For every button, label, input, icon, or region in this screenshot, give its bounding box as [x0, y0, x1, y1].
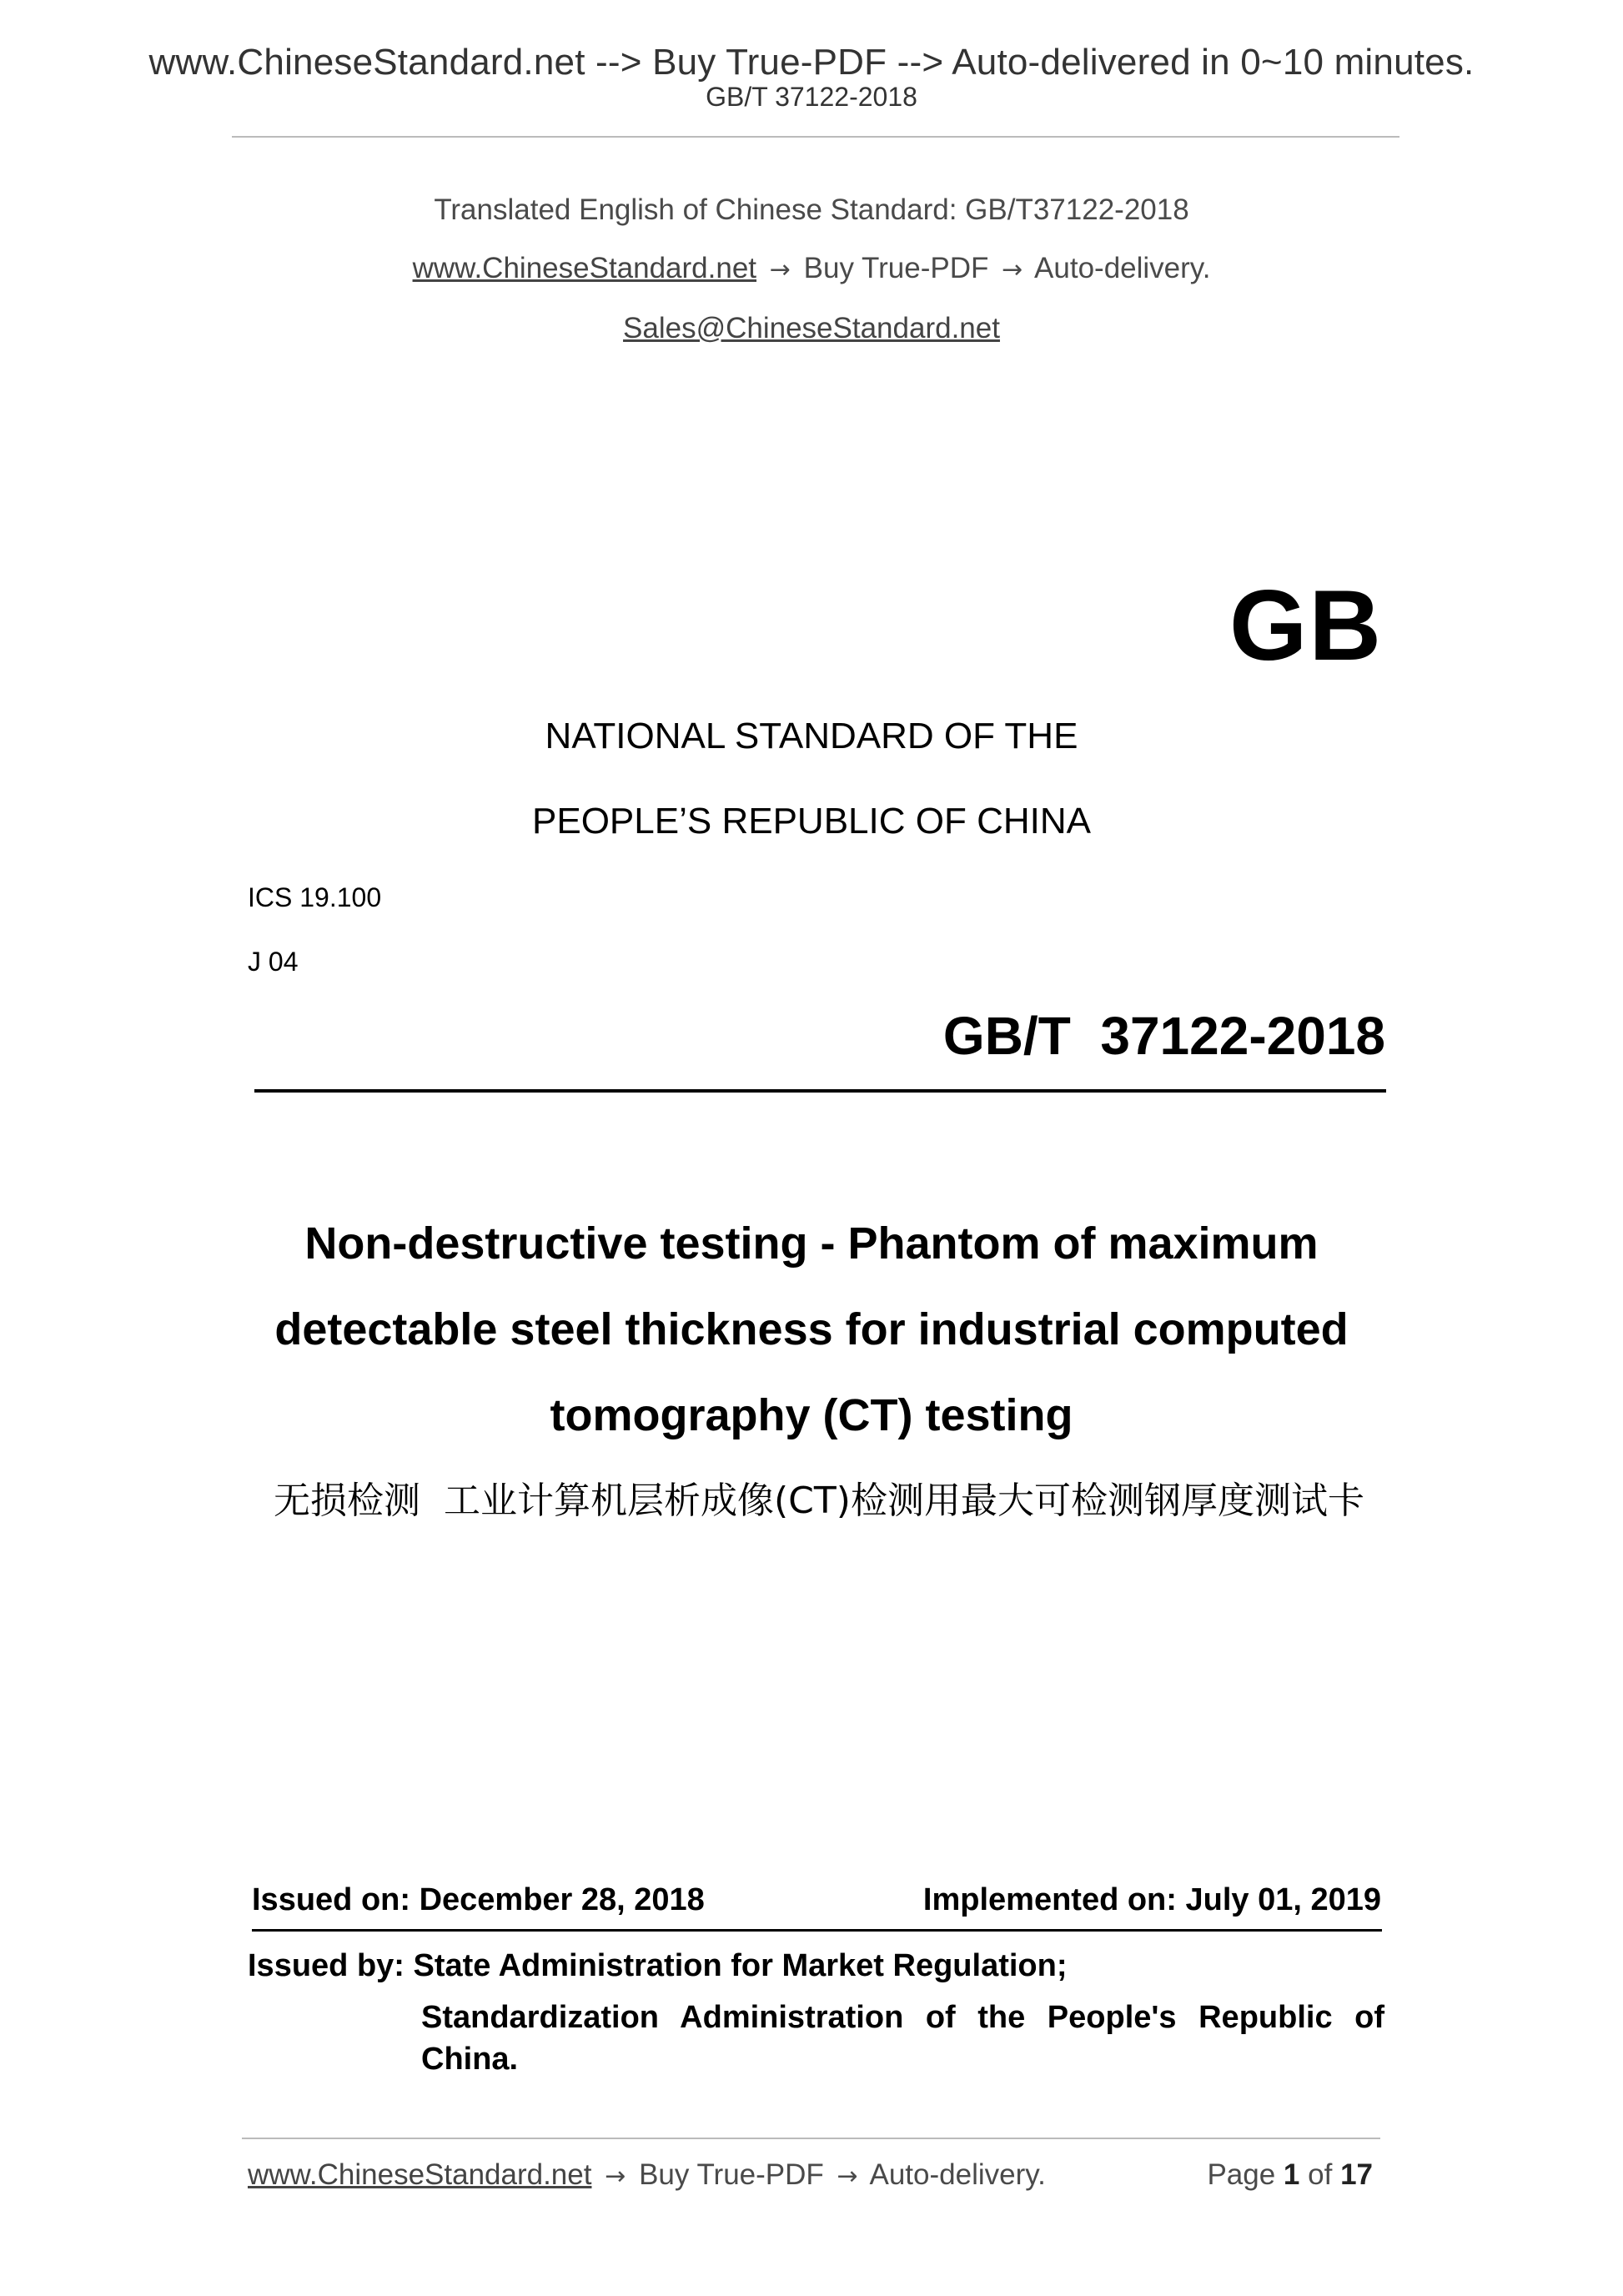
- sales-email-link[interactable]: Sales@ChineseStandard.net: [623, 312, 1000, 344]
- standard-number: GB/T 37122-2018: [942, 1006, 1385, 1066]
- national-standard-line2: PEOPLE’S REPUBLIC OF CHINA: [532, 801, 1091, 842]
- title-rule: [254, 1089, 1386, 1093]
- english-title-line: tomography (CT) testing: [550, 1390, 1073, 1440]
- issue-rule: [252, 1929, 1382, 1932]
- intro-buy-line: [0, 252, 1623, 285]
- page-label: Page: [1207, 2158, 1276, 2191]
- site-link[interactable]: www.ChineseStandard.net: [412, 252, 757, 284]
- ics-code: ICS 19.100: [248, 882, 382, 912]
- issued-on-date: Issued on: December 28, 2018: [252, 1882, 705, 1917]
- issued-by-line2: Standardization Administration of the People's Republic of: [421, 2000, 1384, 2035]
- page-total: 17: [1340, 2158, 1373, 2191]
- arrow-right-icon: →: [605, 2162, 626, 2191]
- translated-line: Translated English of Chinese Standard: GB/T37122-2018: [434, 193, 1189, 226]
- issued-by: Issued by: State Administration for Market Regulation;: [248, 1948, 1068, 1983]
- page-of: of: [1308, 2158, 1333, 2191]
- gb-mark: GB: [1229, 570, 1383, 681]
- header-divider: [232, 136, 1399, 138]
- footer-buy-text: Buy True-PDF: [639, 2158, 824, 2191]
- buy-text: Buy True-PDF: [803, 252, 989, 284]
- english-title-line: detectable steel thickness for industrial computed: [274, 1304, 1349, 1354]
- english-title: [228, 1201, 1395, 1459]
- footer-delivery-text: Auto-delivery.: [869, 2158, 1046, 2191]
- chinese-title: 无损检测 工业计算机层析成像(CT)检测用最大可检测钢厚度测试卡: [274, 1480, 1364, 1522]
- arrow-right-icon: →: [769, 255, 791, 284]
- delivery-text: Auto-delivery.: [1034, 252, 1211, 284]
- english-title-line: Non-destructive testing - Phantom of maximum: [304, 1218, 1319, 1269]
- footer-divider: [242, 2138, 1380, 2139]
- top-banner: www.ChineseStandard.net --> Buy True-PDF --> Auto-delivered in 0~10 minutes.: [148, 42, 1475, 83]
- page-indicator: [1207, 2158, 1373, 2192]
- footer-buy-line: [248, 2158, 1046, 2192]
- issued-by-line3: China.: [421, 2042, 519, 2077]
- ccs-code: J 04: [248, 947, 299, 977]
- running-head: GB/T 37122-2018: [706, 82, 917, 112]
- implemented-on-date: Implemented on: July 01, 2019: [922, 1882, 1381, 1917]
- arrow-right-icon: →: [837, 2162, 858, 2191]
- national-standard-line1: NATIONAL STANDARD OF THE: [545, 716, 1078, 756]
- footer-site-link[interactable]: www.ChineseStandard.net: [248, 2158, 592, 2191]
- page-current: 1: [1283, 2158, 1300, 2191]
- arrow-right-icon: →: [1002, 255, 1023, 284]
- email-line: [0, 312, 1623, 345]
